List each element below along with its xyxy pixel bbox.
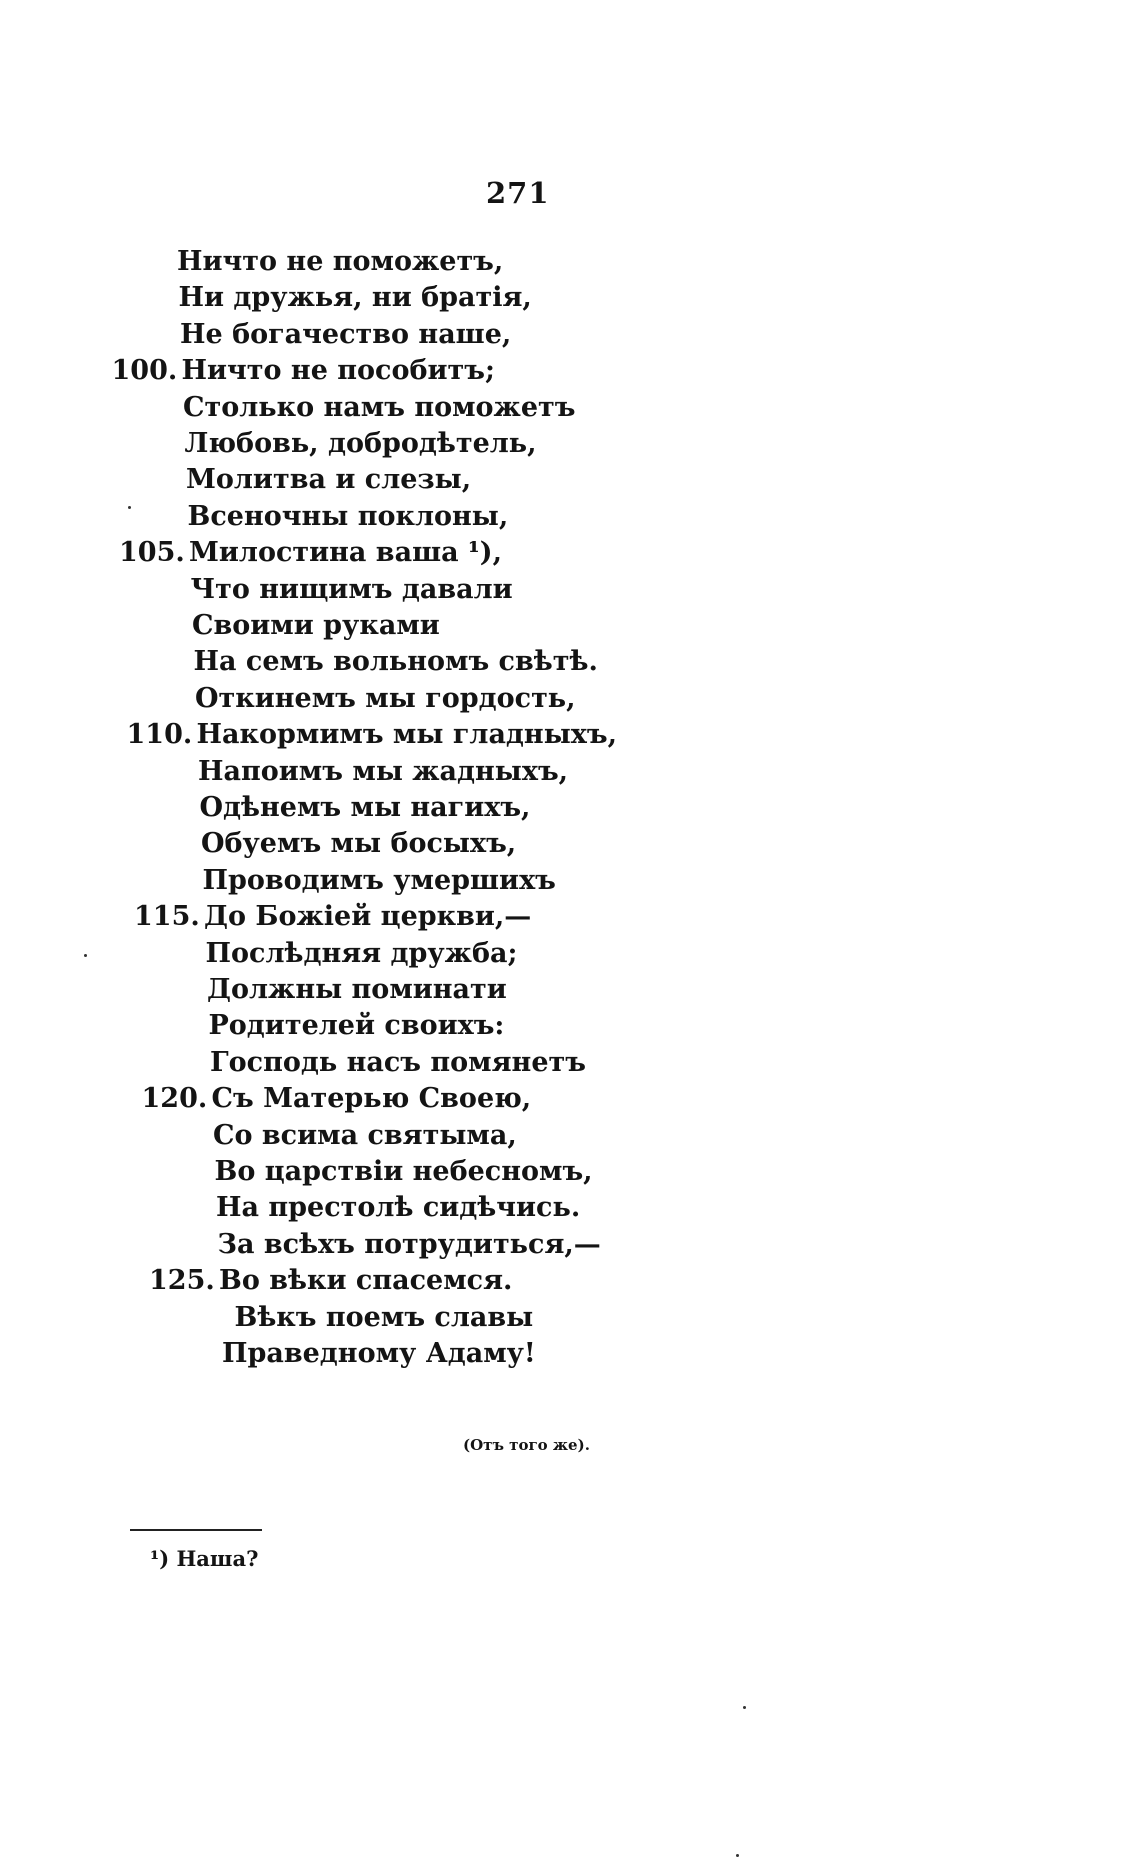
line-text: Вѣкъ поемъ славы — [234, 1301, 534, 1333]
line-text: Столько намъ поможетъ — [183, 391, 576, 423]
footnote-rule — [130, 1529, 262, 1531]
line-text: Откинемъ мы гордость, — [195, 682, 576, 714]
line-number: 125. — [149, 1265, 215, 1297]
line-text: Господь насъ помянетъ — [210, 1046, 586, 1078]
line-text: Любовь, добродѣтель, — [184, 428, 537, 459]
line-text: За всѣхъ потрудиться,— — [217, 1228, 601, 1260]
print-speck — [736, 1854, 739, 1857]
source-note: (Отъ того же). — [463, 1436, 590, 1454]
page-number: 271 — [486, 176, 550, 210]
line-text: Съ Матерью Своею, — [211, 1083, 532, 1115]
footnote-text: Наша? — [176, 1546, 259, 1571]
line-text: Родителей своихъ: — [208, 1010, 505, 1042]
print-speck — [743, 1706, 746, 1709]
line-number: 120. — [141, 1083, 208, 1115]
line-text: Со всима святыма, — [213, 1119, 517, 1151]
line-text: Должны поминати — [207, 974, 507, 1005]
line-text: Не богачество наше, — [180, 318, 512, 350]
line-text: До Божіей церкви,— — [204, 901, 532, 933]
line-text: Послѣдняя дружба; — [205, 937, 518, 969]
line-text: Милостина ваша ¹), — [189, 537, 502, 569]
line-text: Во царствіи небесномъ, — [214, 1156, 593, 1187]
line-text: Молитва и слезы, — [186, 464, 472, 496]
line-text: Ничто не пособитъ; — [181, 355, 495, 387]
footnote-marker: ¹) — [150, 1546, 170, 1571]
line-number: 115. — [134, 901, 200, 933]
line-text: Всеночны поклоны, — [187, 500, 509, 532]
line-number: 110. — [126, 719, 193, 751]
line-text: Обуемъ мы босыхъ, — [201, 828, 517, 860]
line-number: 105. — [119, 537, 185, 569]
line-text: Ни дружья, ни братія, — [178, 282, 532, 314]
line-text: Напоимъ мы жадныхъ, — [198, 755, 569, 787]
line-text: Накормимъ мы гладныхъ, — [196, 719, 617, 751]
line-text: Своими руками — [192, 610, 440, 641]
line-text: Что нищимъ давали — [190, 573, 513, 605]
line-text: Проводимъ умершихъ — [202, 864, 556, 896]
line-number: 100. — [111, 355, 178, 387]
footnote — [150, 1546, 258, 1571]
line-text: На престолѣ сидѣчись. — [216, 1192, 581, 1224]
line-text: На семъ вольномъ свѣтѣ. — [193, 646, 598, 678]
line-text: Праведному Адаму! — [222, 1338, 536, 1369]
print-speck — [128, 506, 131, 509]
line-text: Во вѣки спасемся. — [219, 1265, 513, 1297]
line-text: Одѣнемъ мы нагихъ, — [199, 792, 531, 823]
line-text: Ничто не поможетъ, — [177, 246, 504, 277]
print-speck — [84, 954, 87, 957]
